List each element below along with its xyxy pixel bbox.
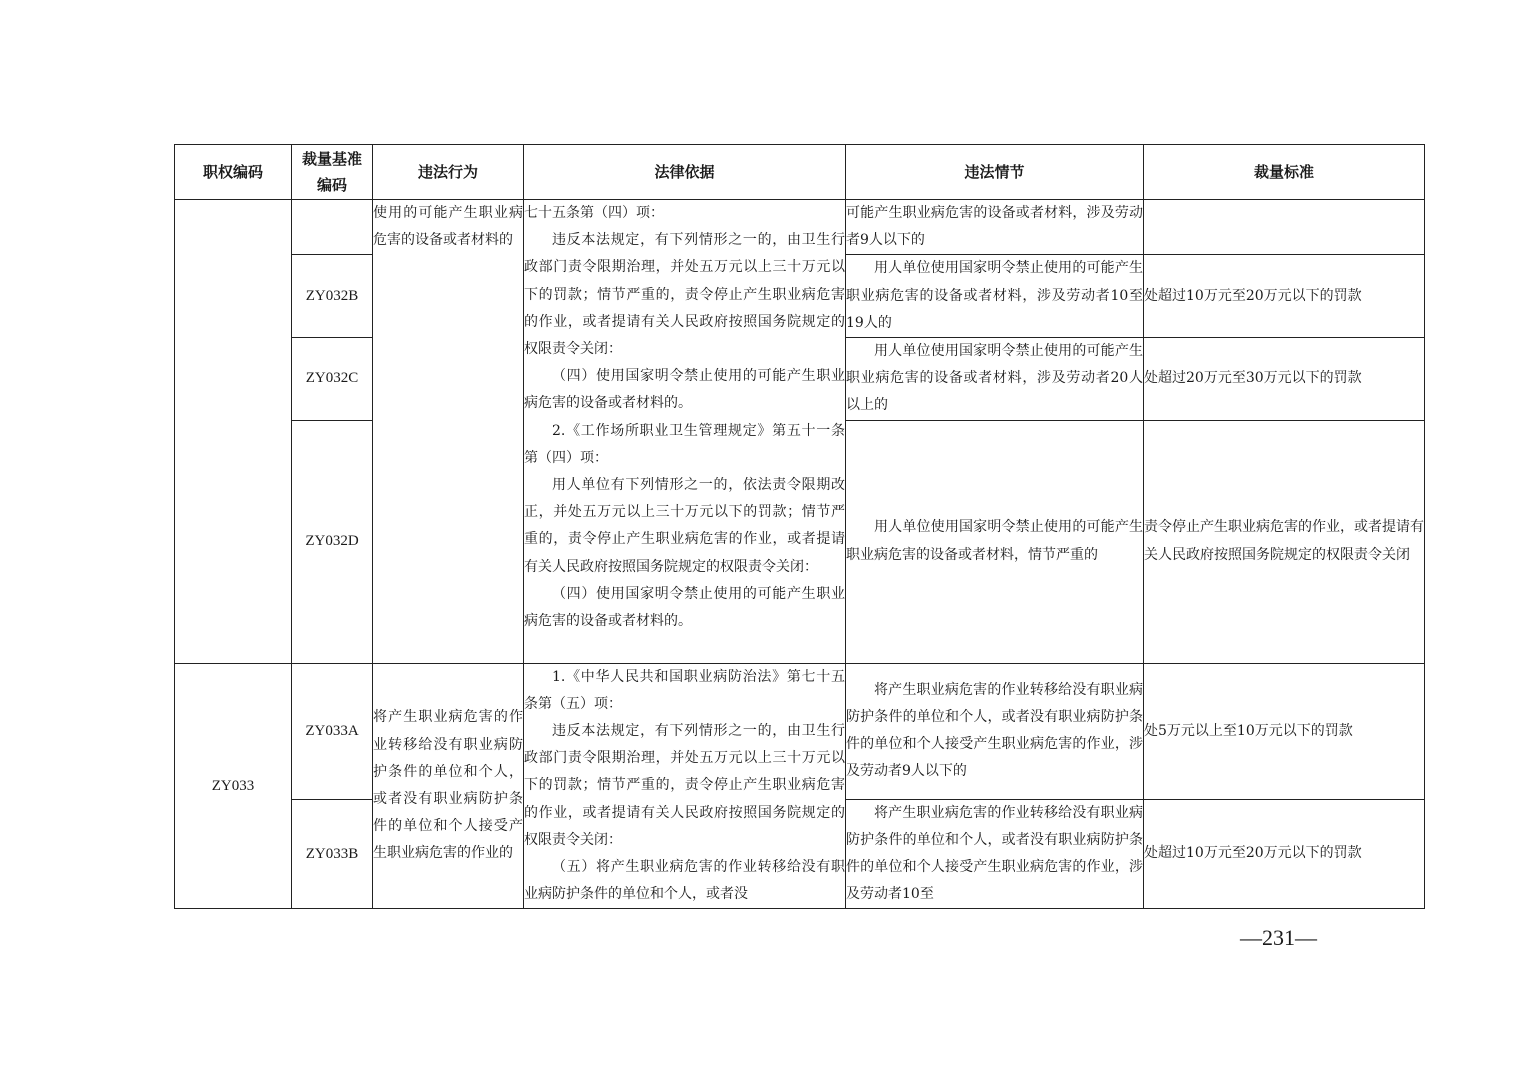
standard-cell [1144, 200, 1425, 255]
header-row [175, 145, 1425, 200]
legal-paragraph: 1.《中华人民共和国职业病防治法》第七十五条第（五）项： [524, 668, 845, 712]
circumstance-cell: 可能产生职业病危害的设备或者材料，涉及劳动者9人以下的 [846, 200, 1144, 255]
header-standard: 裁量标准 [1144, 145, 1425, 200]
standard-cell: 处超过10万元至20万元以下的罚款 [1144, 255, 1425, 338]
penalty-table [174, 144, 1425, 909]
legal-paragraph: （四）使用国家明令禁止使用的可能产生职业病危害的设备或者材料的。 [524, 368, 845, 412]
standard-code-cell: ZY032C [292, 338, 373, 421]
header-circumstance: 违法情节 [846, 145, 1144, 200]
behavior-cell: 使用的可能产生职业病危害的设备或者材料的 [373, 200, 524, 664]
circumstance-cell: 用人单位使用国家明令禁止使用的可能产生职业病危害的设备或者材料，涉及劳动者20人以上的 [846, 338, 1144, 421]
table-row [175, 200, 1425, 255]
legal-basis-cell [524, 200, 846, 664]
circumstance-cell: 用人单位使用国家明令禁止使用的可能产生职业病危害的设备或者材料，情节严重的 [846, 420, 1144, 663]
power-code-cell [175, 200, 292, 664]
circumstance-cell: 用人单位使用国家明令禁止使用的可能产生职业病危害的设备或者材料，涉及劳动者10至19人的 [846, 255, 1144, 338]
standard-cell: 处5万元以上至10万元以下的罚款 [1144, 663, 1425, 799]
standard-code-cell: ZY033A [292, 663, 373, 799]
circumstance-cell: 将产生职业病危害的作业转移给没有职业病防护条件的单位和个人，或者没有职业病防护条件的单位和个人接受产生职业病危害的作业，涉及劳动者10至 [846, 799, 1144, 909]
standard-code-cell: ZY032D [292, 420, 373, 663]
legal-paragraph: 2.《工作场所职业卫生管理规定》第五十一条第（四）项： [524, 422, 845, 466]
header-behavior: 违法行为 [373, 145, 524, 200]
behavior-cell: 将产生职业病危害的作业转移给没有职业病防护条件的单位和个人，或者没有职业病防护条件的单位和个人接受产生职业病危害的作业的 [373, 663, 524, 909]
standard-cell: 处超过20万元至30万元以下的罚款 [1144, 338, 1425, 421]
header-power-code: 职权编码 [175, 145, 292, 200]
header-standard-code: 裁量基准编码 [292, 145, 373, 200]
power-code-cell: ZY033 [175, 663, 292, 909]
standard-code-cell [292, 200, 373, 255]
legal-paragraph: 用人单位有下列情形之一的，依法责令限期改正，并处五万元以上三十万元以下的罚款；情节严重的，责令停止产生职业病危害的作业，或者提请有关人民政府按照国务院规定的权限责令关闭： [524, 477, 845, 575]
circumstance-cell: 将产生职业病危害的作业转移给没有职业病防护条件的单位和个人，或者没有职业病防护条件的单位和个人接受产生职业病危害的作业，涉及劳动者9人以下的 [846, 663, 1144, 799]
legal-paragraph: 违反本法规定，有下列情形之一的，由卫生行政部门责令限期治理，并处五万元以上三十万元以下的罚款；情节严重的，责令停止产生职业病危害的作业，或者提请有关人民政府按照国务院规定的权限责令关闭： [524, 232, 845, 358]
standard-cell: 处超过10万元至20万元以下的罚款 [1144, 799, 1425, 909]
legal-paragraph: （五）将产生职业病危害的作业转移给没有职业病防护条件的单位和个人，或者没 [524, 859, 845, 903]
header-legal-basis: 法律依据 [524, 145, 846, 200]
table-row [175, 663, 1425, 799]
standard-cell: 责令停止产生职业病危害的作业，或者提请有关人民政府按照国务院规定的权限责令关闭 [1144, 420, 1425, 663]
legal-paragraph: （四）使用国家明令禁止使用的可能产生职业病危害的设备或者材料的。 [524, 585, 845, 630]
page-number: —231— [1240, 925, 1317, 950]
standard-code-cell: ZY032B [292, 255, 373, 338]
legal-paragraph: 违反本法规定，有下列情形之一的，由卫生行政部门责令限期治理，并处五万元以上三十万元以下的罚款；情节严重的，责令停止产生职业病危害的作业，或者提请有关人民政府按照国务院规定的权限责令关闭： [524, 723, 845, 848]
standard-code-cell: ZY033B [292, 799, 373, 909]
legal-paragraph: 七十五条第（四）项： [524, 205, 664, 221]
legal-basis-cell [524, 663, 846, 909]
